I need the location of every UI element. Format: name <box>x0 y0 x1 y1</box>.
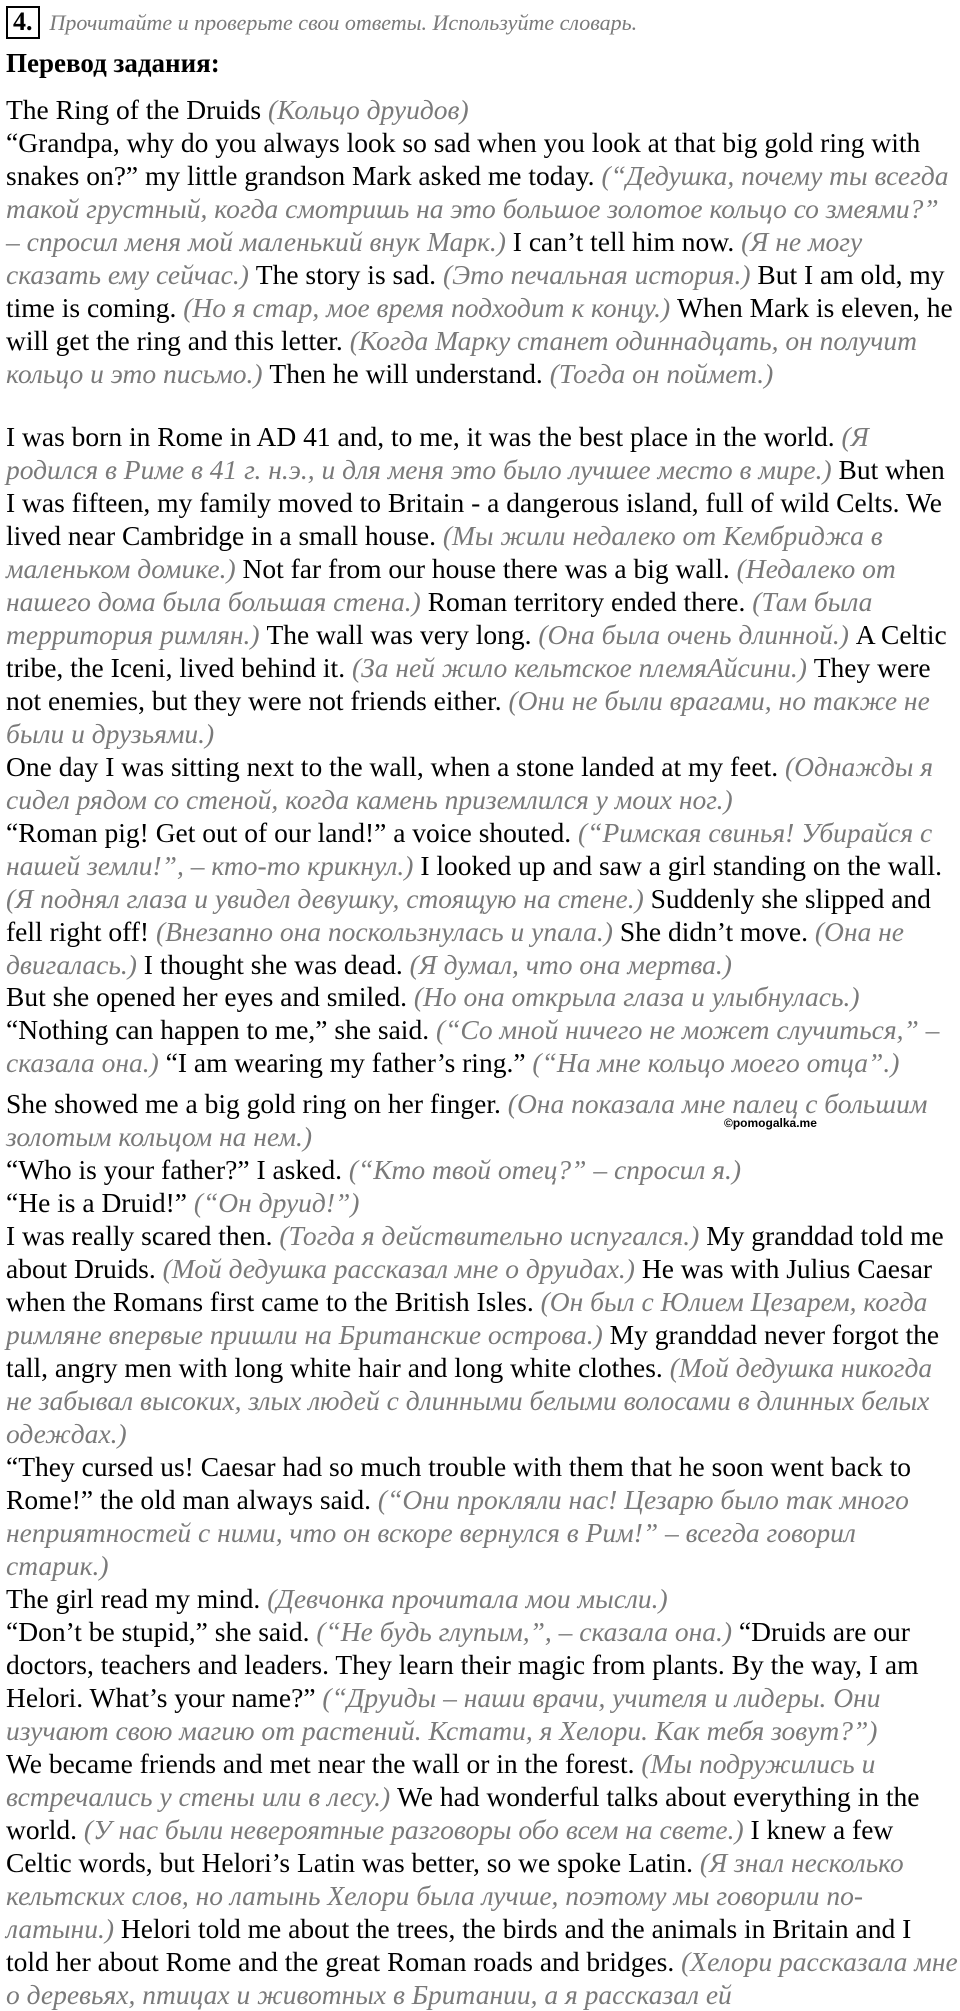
english-text: The wall was very long. <box>266 619 539 650</box>
english-text: The Ring of the Druids <box>6 94 268 125</box>
russian-translation: (“Друиды – наши врачи, учителя и лидеры. Они изучают свою магию от растений. Кстати, я Хелори. Как тебя зовут?”) <box>6 1682 881 1746</box>
paragraph <box>6 1450 958 1582</box>
english-text: I can’t tell him now. <box>512 226 742 257</box>
english-text: “Nothing can happen to me,” she said. <box>6 1014 436 1045</box>
english-text: We had wonderful talks about everything in the world. <box>6 1781 920 1845</box>
russian-translation: (Она не двигалась.) <box>6 916 904 980</box>
russian-translation: (Это печальная история.) <box>442 259 758 290</box>
russian-translation: (“Со мной ничего не может случиться,” – сказала она.) <box>6 1014 940 1078</box>
russian-translation: (Мой дедушка рассказал мне о друидах.) <box>162 1253 642 1284</box>
russian-translation: (Внезапно она поскользнулась и упала.) <box>155 916 620 947</box>
russian-translation: (Хелори рассказала мне о деревьях, птицах и животных в Британии, а я рассказал ей <box>6 1946 958 2010</box>
russian-translation: (Но она открыла глаза и улыбнулась.) <box>413 981 860 1012</box>
english-text: “He is a Druid!” <box>6 1187 194 1218</box>
russian-translation: (Но я стар, мое время подходит к концу.) <box>183 292 678 323</box>
paragraph <box>6 980 958 1013</box>
russian-translation: (Она была очень длинной.) <box>538 619 856 650</box>
english-text: She didn’t move. <box>619 916 815 947</box>
english-text: “Druids are our doctors, teachers and leaders. They learn their magic from plants. By the way, I am Helori. What’s your name?” <box>6 1616 919 1713</box>
paragraph <box>6 1582 958 1615</box>
task-instruction: Прочитайте и проверьте свои ответы. Используйте словарь. <box>49 9 638 35</box>
russian-translation: (Мы подружились и встречались у стены или в лесу.) <box>6 1748 876 1812</box>
paragraph <box>6 1013 958 1079</box>
english-text: A Celtic tribe, the Iceni, lived behind it. <box>6 619 947 683</box>
english-text: “Grandpa, why do you always look so sad when you look at that big gold ring with snakes on?” my little grandson Mark asked me today. <box>6 127 921 191</box>
english-text: They were not enemies, but they were not friends either. <box>6 652 931 716</box>
russian-translation: (Там была территория римлян.) <box>6 586 873 650</box>
russian-translation: (Я поднял глаза и увидел девушку, стоящую на стене.) <box>6 883 651 914</box>
russian-translation: (Когда Марку станет одиннадцать, он получит кольцо и это письмо.) <box>6 325 918 389</box>
russian-translation: (“Он друид!”) <box>193 1187 360 1218</box>
paragraph <box>6 1153 958 1186</box>
paragraph <box>6 420 958 750</box>
russian-translation: (Девчонка прочитала мои мысли.) <box>267 1583 668 1614</box>
paragraph <box>6 1219 958 1450</box>
russian-translation: (Я думал, что она мертва.) <box>409 949 732 980</box>
russian-translation: (“Дедушка, почему ты всегда такой грустный, когда смотришь на это большое золотое кольцо со змеями?” – спросил меня мой маленький внук Марк.) <box>6 160 949 257</box>
russian-translation: (Кольцо друидов) <box>267 94 469 125</box>
russian-translation: (Я не могу сказать ему сейчас.) <box>6 226 863 290</box>
english-text: I was really scared then. <box>6 1220 280 1251</box>
paragraph <box>6 1747 958 2011</box>
english-text: Helori told me about the trees, the birds and the animals in Britain and I told her about Rome and the great Roman roads and bridges. <box>6 1913 912 1977</box>
english-text: My granddad never forgot the tall, angry men with long white hair and long white clothes. <box>6 1319 940 1383</box>
russian-translation: (Я родился в Риме в 41 г. н.э., и для меня это было лучшее место в мире.) <box>6 421 869 485</box>
russian-translation: (У нас были невероятные разговоры обо всем на свете.) <box>83 1814 751 1845</box>
english-text: Then he will understand. <box>269 358 550 389</box>
english-text: “Who is your father?” I asked. <box>6 1154 349 1185</box>
russian-translation: (Недалеко от нашего дома была большая стена.) <box>6 553 896 617</box>
section-title: Перевод задания: <box>6 48 220 78</box>
paragraph <box>6 126 958 390</box>
english-text: When Mark is eleven, he will get the ring and this letter. <box>6 292 953 356</box>
russian-translation: (Мой дедушка никогда не забывал высоких, злых людей с длинными белыми волосами в длинных белых одеждах.) <box>6 1352 933 1449</box>
paragraph <box>6 816 958 981</box>
russian-translation: (Я знал несколько кельтских слов, но латынь Хелори была лучше, поэтому мы говорили по-латыни.) <box>6 1847 904 1944</box>
paragraph <box>6 1615 958 1747</box>
english-text: We became friends and met near the wall or in the forest. <box>6 1748 642 1779</box>
russian-translation: (За ней жило кельтское племяАйсини.) <box>351 652 814 683</box>
english-text: I thought she was dead. <box>143 949 410 980</box>
english-text: I was born in Rome in AD 41 and, to me, it was the best place in the world. <box>6 421 842 452</box>
russian-translation: (Он был с Юлием Цезарем, когда римляне впервые пришли на Британские острова.) <box>6 1286 928 1350</box>
english-text: “Roman pig! Get out of our land!” a voice shouted. <box>6 817 578 848</box>
english-text: But when I was fifteen, my family moved to Britain - a dangerous island, full of wild Celts. We lived near Cambridge in a small house. <box>6 454 945 551</box>
english-text: She showed me a big gold ring on her finger. <box>6 1088 508 1119</box>
task-header <box>6 6 637 39</box>
english-text: The girl read my mind. <box>6 1583 268 1614</box>
russian-translation: (“Кто твой отец?” – спросил я.) <box>348 1154 742 1185</box>
english-text: My granddad told me about Druids. <box>6 1220 944 1284</box>
english-text: “Don’t be stupid,” she said. <box>6 1616 317 1647</box>
russian-translation: (Она показала мне палец с большим золотым кольцом на нем.) <box>6 1088 928 1152</box>
russian-translation: (Тогда я действительно испугался.) <box>279 1220 707 1251</box>
english-text: But I am old, my time is coming. <box>6 259 945 323</box>
paragraph <box>6 750 958 816</box>
russian-translation: (Тогда он поймет.) <box>549 358 774 389</box>
english-text: “I am wearing my father’s ring.” <box>165 1047 533 1078</box>
russian-translation: (Мы жили недалеко от Кембриджа в маленьком домике.) <box>6 520 883 584</box>
russian-translation: (Однажды я сидел рядом со стеной, когда камень приземлился у моих ног.) <box>6 751 934 815</box>
russian-translation: (Они не были врагами, но также не были и друзьями.) <box>6 685 930 749</box>
english-text: Not far from our house there was a big wall. <box>242 553 737 584</box>
english-text: One day I was sitting next to the wall, when a stone landed at my feet. <box>6 751 785 782</box>
russian-translation: (“Не будь глупым,”, – сказала она.) <box>316 1616 739 1647</box>
english-text: I looked up and saw a girl standing on the wall. <box>420 850 942 881</box>
english-text: “They cursed us! Caesar had so much trouble with them that he soon went back to Rome!” the old man always said. <box>6 1451 911 1515</box>
paragraph <box>6 1186 958 1219</box>
paragraph-title <box>6 93 958 126</box>
russian-translation: (“На мне кольцо моего отца”.) <box>532 1047 900 1078</box>
english-text: Roman territory ended there. <box>427 586 753 617</box>
watermark: ©pomogalka.me <box>724 1116 817 1130</box>
english-text: The story is sad. <box>255 259 443 290</box>
russian-translation: (“Они прокляли нас! Цезарю было так много неприятностей с ними, что он вскоре вернулся в Рим!” – всегда говорил старик.) <box>6 1484 909 1581</box>
english-text: Suddenly she slipped and fell right off! <box>6 883 931 947</box>
task-number: 4. <box>6 6 40 39</box>
russian-translation: (“Римская свинья! Убирайся с нашей земли!”, – кто-то крикнул.) <box>6 817 933 881</box>
english-text: But she opened her eyes and smiled. <box>6 981 414 1012</box>
english-text: He was with Julius Caesar when the Romans first came to the British Isles. <box>6 1253 933 1317</box>
english-text: I knew a few Celtic words, but Helori’s Latin was better, so we spoke Latin. <box>6 1814 894 1878</box>
